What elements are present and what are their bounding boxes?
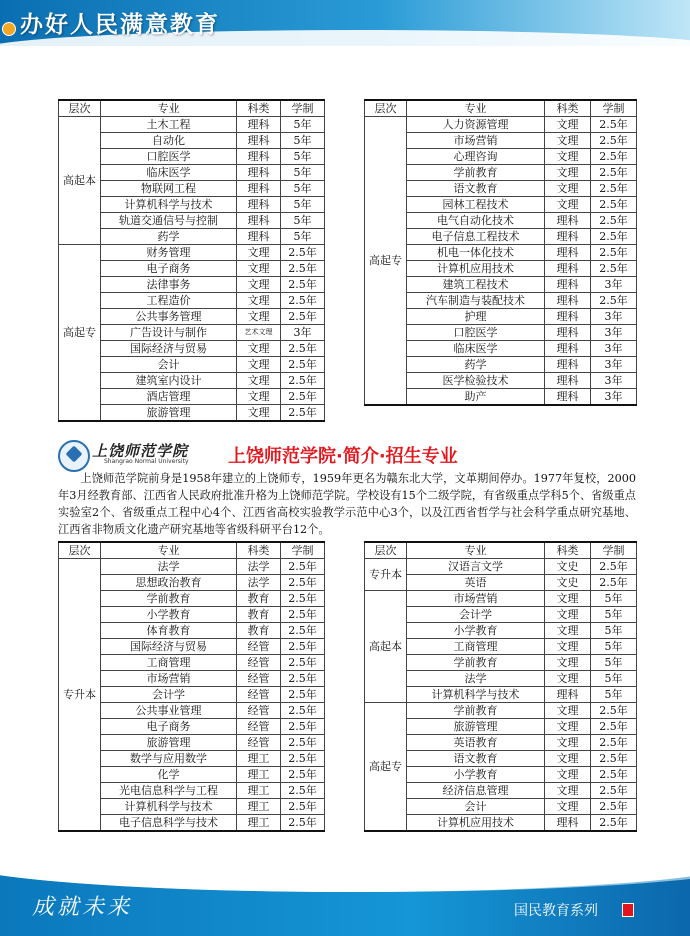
- category-cell: 理科: [545, 213, 591, 229]
- duration-cell: 5年: [281, 229, 325, 245]
- col-header-level: 层次: [365, 542, 407, 559]
- duration-cell: 2.5年: [281, 655, 325, 671]
- duration-cell: 2.5年: [281, 245, 325, 261]
- major-cell: 工商管理: [407, 639, 545, 655]
- school-logo-english: Shangrao Normal University: [104, 458, 189, 465]
- category-cell: 文理: [545, 197, 591, 213]
- duration-cell: 2.5年: [281, 783, 325, 799]
- category-cell: 理科: [237, 133, 281, 149]
- major-cell: 计算机应用技术: [407, 261, 545, 277]
- major-cell: 数学与应用数学: [101, 751, 237, 767]
- duration-cell: 5年: [591, 639, 637, 655]
- category-cell: 理科: [237, 149, 281, 165]
- major-cell: 工商管理: [101, 655, 237, 671]
- category-cell: 文理: [545, 181, 591, 197]
- category-cell: 文理: [545, 751, 591, 767]
- category-cell: 文理: [237, 261, 281, 277]
- category-cell: 理科: [545, 293, 591, 309]
- col-header-duration: 学制: [591, 542, 637, 559]
- major-cell: 旅游管理: [101, 405, 237, 422]
- category-cell: 文理: [237, 309, 281, 325]
- duration-cell: 3年: [591, 325, 637, 341]
- category-cell: 文理: [545, 117, 591, 133]
- major-cell: 小学教育: [407, 767, 545, 783]
- duration-cell: 3年: [591, 357, 637, 373]
- duration-cell: 2.5年: [591, 575, 637, 591]
- top-banner: [0, 0, 690, 46]
- major-cell: 计算机科学与技术: [407, 687, 545, 703]
- col-header-category: 科类: [545, 100, 591, 117]
- category-cell: 理工: [237, 783, 281, 799]
- major-cell: 会计: [407, 799, 545, 815]
- category-cell: 经管: [237, 671, 281, 687]
- duration-cell: 2.5年: [591, 197, 637, 213]
- duration-cell: 3年: [281, 325, 325, 341]
- duration-cell: 2.5年: [591, 229, 637, 245]
- series-marker-icon: [622, 903, 634, 917]
- col-header-category: 科类: [545, 542, 591, 559]
- majors-table-4: [364, 541, 637, 832]
- major-cell: 国际经济与贸易: [101, 639, 237, 655]
- category-cell: 文理: [545, 639, 591, 655]
- major-cell: 物联网工程: [101, 181, 237, 197]
- duration-cell: 5年: [591, 623, 637, 639]
- category-cell: 文理: [545, 165, 591, 181]
- category-cell: 理科: [237, 181, 281, 197]
- category-cell: 文理: [237, 357, 281, 373]
- duration-cell: 3年: [591, 389, 637, 406]
- duration-cell: 2.5年: [591, 261, 637, 277]
- major-cell: 学前教育: [407, 703, 545, 719]
- major-cell: 学前教育: [407, 165, 545, 181]
- category-cell: 文理: [545, 735, 591, 751]
- category-cell: 理科: [545, 245, 591, 261]
- duration-cell: 5年: [281, 149, 325, 165]
- school-logo-name: 上饶师范学院: [92, 442, 189, 460]
- duration-cell: 2.5年: [591, 799, 637, 815]
- duration-cell: 2.5年: [281, 357, 325, 373]
- category-cell: 理科: [545, 389, 591, 406]
- duration-cell: 3年: [591, 309, 637, 325]
- category-cell: 理工: [237, 799, 281, 815]
- category-cell: 文理: [237, 245, 281, 261]
- col-header-level: 层次: [365, 100, 407, 117]
- category-cell: 理科: [545, 373, 591, 389]
- duration-cell: 2.5年: [591, 245, 637, 261]
- category-cell: 法学: [237, 575, 281, 591]
- duration-cell: 5年: [281, 197, 325, 213]
- category-cell: 教育: [237, 623, 281, 639]
- major-cell: 临床医学: [101, 165, 237, 181]
- major-cell: 医学检验技术: [407, 373, 545, 389]
- level-cell: 专升本: [59, 559, 101, 832]
- major-cell: 计算机应用技术: [407, 815, 545, 832]
- col-header-major: 专业: [407, 542, 545, 559]
- category-cell: 文理: [545, 591, 591, 607]
- level-cell: 专升本: [365, 559, 407, 591]
- category-cell: 理工: [237, 751, 281, 767]
- major-cell: 思想政治教育: [101, 575, 237, 591]
- duration-cell: 5年: [281, 133, 325, 149]
- category-cell: 理科: [237, 229, 281, 245]
- major-cell: 电气自动化技术: [407, 213, 545, 229]
- col-header-category: 科类: [237, 542, 281, 559]
- duration-cell: 2.5年: [591, 149, 637, 165]
- duration-cell: 2.5年: [281, 639, 325, 655]
- banner-dot-icon: [2, 22, 16, 36]
- category-cell: 教育: [237, 607, 281, 623]
- category-cell: 文史: [545, 575, 591, 591]
- level-cell: 高起专: [59, 245, 101, 422]
- duration-cell: 2.5年: [281, 703, 325, 719]
- duration-cell: 2.5年: [281, 735, 325, 751]
- major-cell: 护理: [407, 309, 545, 325]
- category-cell: 法学: [237, 559, 281, 575]
- col-header-duration: 学制: [281, 100, 325, 117]
- duration-cell: 3年: [591, 373, 637, 389]
- col-header-duration: 学制: [591, 100, 637, 117]
- category-cell: 文理: [545, 623, 591, 639]
- major-cell: 助产: [407, 389, 545, 406]
- duration-cell: 2.5年: [281, 575, 325, 591]
- col-header-level: 层次: [59, 542, 101, 559]
- major-cell: 法学: [101, 559, 237, 575]
- footer-wave: [0, 862, 690, 892]
- table-row: [365, 559, 637, 575]
- majors-table-1: [58, 99, 325, 422]
- majors-table-3: [58, 541, 325, 832]
- category-cell: 经管: [237, 735, 281, 751]
- category-cell: 文理: [237, 277, 281, 293]
- category-cell: 理科: [237, 165, 281, 181]
- category-cell: 经管: [237, 719, 281, 735]
- major-cell: 药学: [101, 229, 237, 245]
- major-cell: 旅游管理: [407, 719, 545, 735]
- major-cell: 计算机科学与技术: [101, 799, 237, 815]
- category-cell: 理科: [545, 229, 591, 245]
- major-cell: 市场营销: [407, 133, 545, 149]
- level-cell: 高起本: [59, 117, 101, 245]
- duration-cell: 2.5年: [281, 623, 325, 639]
- duration-cell: 2.5年: [281, 559, 325, 575]
- major-cell: 公共事务管理: [101, 309, 237, 325]
- category-cell: 理科: [545, 341, 591, 357]
- category-cell: 理科: [545, 261, 591, 277]
- major-cell: 汽车制造与装配技术: [407, 293, 545, 309]
- major-cell: 小学教育: [407, 623, 545, 639]
- duration-cell: 5年: [591, 671, 637, 687]
- school-intro: 上饶师范学院前身是1958年建立的上饶师专，1959年更名为赣东北大学，文革期间停办。1977年复校，2000年3月经教育部、江西省人民政府批准升格为上饶师范学院。学校设有15个二级学院，有省级重点学科5个、省级重点实验室2个、省级重点工程中心4个、江西省高校实验教学示范中心3个，以及江西省哲学与社会科学重点研究基地、江西省非物质文化遗产研究基地等省级科研平台12个。: [58, 472, 636, 536]
- duration-cell: 2.5年: [281, 293, 325, 309]
- majors-table-2: [364, 99, 637, 406]
- category-cell: 理科: [545, 357, 591, 373]
- major-cell: 汉语言文学: [407, 559, 545, 575]
- major-cell: 轨道交通信号与控制: [101, 213, 237, 229]
- major-cell: 工程造价: [101, 293, 237, 309]
- duration-cell: 5年: [281, 181, 325, 197]
- duration-cell: 5年: [591, 607, 637, 623]
- category-cell: 经管: [237, 639, 281, 655]
- table-row: [365, 117, 637, 133]
- category-cell: 经管: [237, 687, 281, 703]
- major-cell: 法学: [407, 671, 545, 687]
- major-cell: 化学: [101, 767, 237, 783]
- duration-cell: 2.5年: [591, 783, 637, 799]
- major-cell: 园林工程技术: [407, 197, 545, 213]
- major-cell: 语文教育: [407, 751, 545, 767]
- duration-cell: 2.5年: [591, 165, 637, 181]
- duration-cell: 2.5年: [281, 719, 325, 735]
- major-cell: 会计学: [101, 687, 237, 703]
- duration-cell: 2.5年: [281, 799, 325, 815]
- major-cell: 公共事业管理: [101, 703, 237, 719]
- duration-cell: 2.5年: [281, 607, 325, 623]
- duration-cell: 2.5年: [591, 767, 637, 783]
- category-cell: 文理: [237, 373, 281, 389]
- major-cell: 心理咨询: [407, 149, 545, 165]
- duration-cell: 2.5年: [281, 405, 325, 422]
- duration-cell: 2.5年: [281, 751, 325, 767]
- category-cell: 文理: [545, 799, 591, 815]
- duration-cell: 2.5年: [591, 293, 637, 309]
- duration-cell: 3年: [591, 341, 637, 357]
- major-cell: 电子商务: [101, 261, 237, 277]
- footer-slogan: 成就未来: [32, 895, 133, 920]
- major-cell: 财务管理: [101, 245, 237, 261]
- major-cell: 语文教育: [407, 181, 545, 197]
- duration-cell: 2.5年: [281, 671, 325, 687]
- school-logo-icon: [58, 440, 90, 472]
- category-cell: 文理: [545, 655, 591, 671]
- col-header-level: 层次: [59, 100, 101, 117]
- major-cell: 建筑室内设计: [101, 373, 237, 389]
- category-cell: 理科: [545, 309, 591, 325]
- duration-cell: 5年: [281, 117, 325, 133]
- category-cell: 理科: [237, 197, 281, 213]
- school-header: [58, 440, 638, 470]
- category-cell: 理科: [545, 815, 591, 832]
- major-cell: 口腔医学: [407, 325, 545, 341]
- major-cell: 机电一体化技术: [407, 245, 545, 261]
- duration-cell: 2.5年: [281, 591, 325, 607]
- category-cell: 文理: [545, 767, 591, 783]
- category-cell: 文史: [545, 559, 591, 575]
- major-cell: 学前教育: [407, 655, 545, 671]
- duration-cell: 3年: [591, 277, 637, 293]
- level-cell: 高起本: [365, 591, 407, 703]
- major-cell: 口腔医学: [101, 149, 237, 165]
- major-cell: 建筑工程技术: [407, 277, 545, 293]
- major-cell: 光电信息科学与工程: [101, 783, 237, 799]
- major-cell: 电子信息科学与技术: [101, 815, 237, 832]
- col-header-major: 专业: [101, 100, 237, 117]
- category-cell: 理科: [237, 117, 281, 133]
- duration-cell: 2.5年: [281, 261, 325, 277]
- duration-cell: 2.5年: [591, 719, 637, 735]
- table-row: [59, 245, 325, 261]
- category-cell: 文理: [237, 405, 281, 422]
- duration-cell: 2.5年: [591, 117, 637, 133]
- duration-cell: 2.5年: [281, 767, 325, 783]
- category-cell: 理科: [545, 277, 591, 293]
- major-cell: 电子信息工程技术: [407, 229, 545, 245]
- duration-cell: 2.5年: [591, 213, 637, 229]
- major-cell: 法律事务: [101, 277, 237, 293]
- category-cell: 经管: [237, 655, 281, 671]
- category-cell: 文理: [545, 671, 591, 687]
- duration-cell: 5年: [281, 165, 325, 181]
- category-cell: 文理: [545, 149, 591, 165]
- major-cell: 小学教育: [101, 607, 237, 623]
- duration-cell: 2.5年: [591, 181, 637, 197]
- major-cell: 计算机科学与技术: [101, 197, 237, 213]
- col-header-duration: 学制: [281, 542, 325, 559]
- table-row: [59, 559, 325, 575]
- major-cell: 学前教育: [101, 591, 237, 607]
- duration-cell: 2.5年: [591, 751, 637, 767]
- category-cell: 理工: [237, 767, 281, 783]
- major-cell: 旅游管理: [101, 735, 237, 751]
- major-cell: 市场营销: [407, 591, 545, 607]
- category-cell: 文理: [545, 133, 591, 149]
- major-cell: 会计学: [407, 607, 545, 623]
- major-cell: 自动化: [101, 133, 237, 149]
- major-cell: 体育教育: [101, 623, 237, 639]
- category-cell: 理科: [237, 213, 281, 229]
- major-cell: 广告设计与制作: [101, 325, 237, 341]
- duration-cell: 2.5年: [281, 341, 325, 357]
- major-cell: 英语: [407, 575, 545, 591]
- category-cell: 艺术文理: [237, 325, 281, 341]
- level-cell: 高起专: [365, 117, 407, 406]
- duration-cell: 2.5年: [591, 815, 637, 832]
- category-cell: 文理: [237, 341, 281, 357]
- category-cell: 文理: [545, 783, 591, 799]
- school-section-title: 上饶师范学院·简介·招生专业: [228, 446, 458, 467]
- duration-cell: 5年: [591, 591, 637, 607]
- duration-cell: 2.5年: [281, 687, 325, 703]
- level-cell: 高起专: [365, 703, 407, 832]
- duration-cell: 2.5年: [281, 815, 325, 832]
- col-header-major: 专业: [101, 542, 237, 559]
- major-cell: 电子商务: [101, 719, 237, 735]
- table-row: [59, 117, 325, 133]
- duration-cell: 2.5年: [591, 133, 637, 149]
- category-cell: 理科: [545, 687, 591, 703]
- major-cell: 临床医学: [407, 341, 545, 357]
- category-cell: 教育: [237, 591, 281, 607]
- category-cell: 文理: [545, 703, 591, 719]
- category-cell: 经管: [237, 703, 281, 719]
- category-cell: 文理: [237, 293, 281, 309]
- major-cell: 会计: [101, 357, 237, 373]
- duration-cell: 2.5年: [281, 373, 325, 389]
- major-cell: 人力资源管理: [407, 117, 545, 133]
- category-cell: 文理: [237, 389, 281, 405]
- duration-cell: 5年: [591, 655, 637, 671]
- major-cell: 国际经济与贸易: [101, 341, 237, 357]
- duration-cell: 2.5年: [591, 559, 637, 575]
- category-cell: 理工: [237, 815, 281, 832]
- duration-cell: 2.5年: [281, 309, 325, 325]
- major-cell: 经济信息管理: [407, 783, 545, 799]
- duration-cell: 2.5年: [591, 703, 637, 719]
- category-cell: 文理: [545, 719, 591, 735]
- category-cell: 文理: [545, 607, 591, 623]
- major-cell: 酒店管理: [101, 389, 237, 405]
- duration-cell: 2.5年: [281, 277, 325, 293]
- major-cell: 土木工程: [101, 117, 237, 133]
- duration-cell: 2.5年: [281, 389, 325, 405]
- table-row: [365, 591, 637, 607]
- table-row: [365, 703, 637, 719]
- duration-cell: 5年: [281, 213, 325, 229]
- major-cell: 英语教育: [407, 735, 545, 751]
- duration-cell: 5年: [591, 687, 637, 703]
- category-cell: 理科: [545, 325, 591, 341]
- duration-cell: 2.5年: [591, 735, 637, 751]
- header-title: 办好人民满意教育: [20, 12, 220, 38]
- footer-series: 国民教育系列: [514, 903, 598, 919]
- col-header-category: 科类: [237, 100, 281, 117]
- major-cell: 市场营销: [101, 671, 237, 687]
- col-header-major: 专业: [407, 100, 545, 117]
- major-cell: 药学: [407, 357, 545, 373]
